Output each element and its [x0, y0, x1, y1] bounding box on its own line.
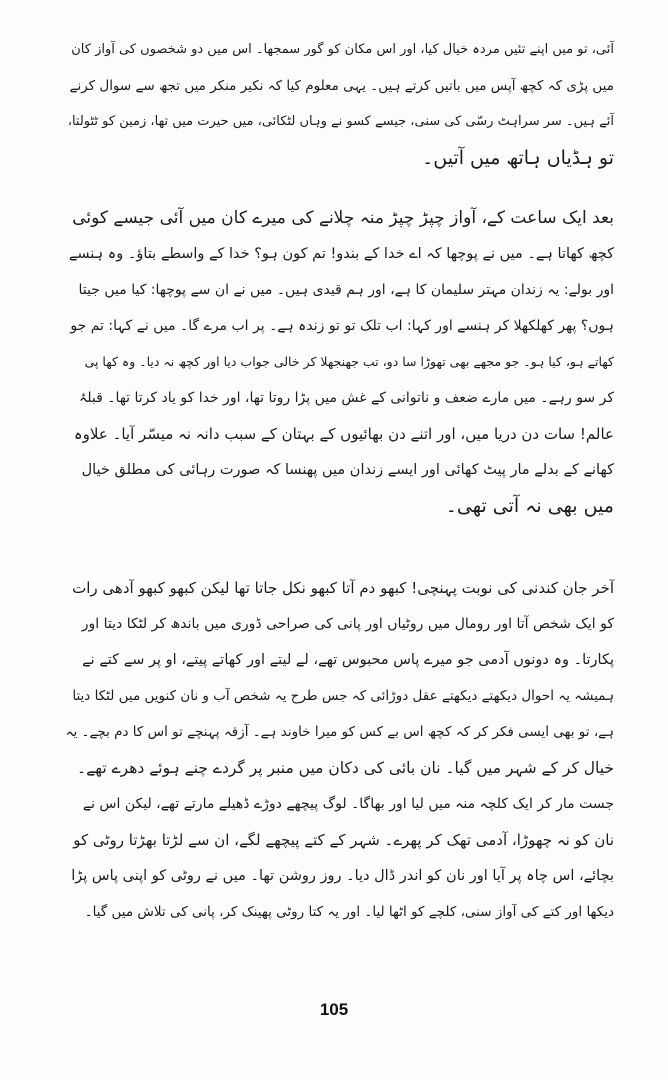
- paragraph-3-line-4: ہمیشہ یہ احوال دیکھتے دیکھتے عقل دوڑائی کہ جس طرح یہ شخص آب و نان کنویں میں لٹکا دیتا: [72, 688, 614, 704]
- paragraph-3-line-6: خیال کر کے شہر میں گیا۔ نان بائی کی دکان میں منبر پر گردے چنے ہوئے دھرے تھے۔: [77, 759, 614, 777]
- page-body: [66, 38, 614, 988]
- paragraph-3-line-8: نان کو نہ چھوڑا، آدمی تھک کر پھرے۔ شہر کے کتے پیچھے لگے، ان سے لڑتا بھڑتا روٹی کو: [73, 831, 614, 849]
- paragraph-1-line-4: تو ہڈیاں ہاتھ میں آتیں۔: [422, 147, 614, 169]
- paragraph-2-line-2: کچھ کھاتا ہے۔ میں نے پوچھا کہ اے خدا کے بندو! تم کون ہو؟ خدا کے واسطے بتاؤ۔ وہ ہنسے: [68, 246, 614, 262]
- page-number: 105: [319, 1000, 349, 1019]
- paragraph-3-line-3: پکارتا۔ وہ دونوں آدمی جو میرے پاس محبوس تھے، لے لیتے اور کھاتے پیتے، او پر سے کتے نے: [82, 652, 614, 668]
- paragraph-1-line-2: میں پڑی کہ کچھ آپس میں باتیں کرتے ہیں۔ یہی معلوم کیا کہ نکیر منکر میں تجھ سے سوال کرنے: [69, 78, 614, 94]
- paragraph-2-line-5: کھاتے ہو، کیا ہو۔ جو مجھے بھی تھوڑا سا دو، تب جھنجھلا کر خالی جواب دیا اور کچھ نہ دیا۔ وہ کھا پی: [84, 354, 614, 369]
- paragraph-2-line-6: کر سو رہے۔ میں مارے ضعف و ناتوانی کے غش میں پڑا روتا تھا، اور خدا کو یاد کرتا تھا۔ قبلۂ: [79, 390, 614, 406]
- paragraph-2-line-4: ہوں؟ پھر کھلکھلا کر ہنسے اور کہا: اب تلک تو تو زندہ ہے۔ پر اب مرے گا۔ میں نے کہا: تم جو: [70, 318, 614, 334]
- paragraph-2-line-1: بعد ایک ساعت کے، آواز چپڑ چپڑ منہ چلانے کی میرے کان میں آئی جیسے کوئی: [72, 208, 614, 228]
- paragraph-3-line-9: بچائے، اس چاہ پر آیا اور نان کو اندر ڈال دیا۔ روز روشن تھا۔ میں نے روٹی کو اپنی پاس پڑا: [71, 868, 614, 884]
- paragraph-3-line-2: کو ایک شخص آتا اور رومال میں روٹیاں اور پانی کی صراحی ڈوری میں باندھ کر لٹکا دیتا اور: [81, 616, 614, 632]
- paragraph-2-line-8: کھانے کے بدلے مار پیٹ کھائی اور ایسے زندان میں پھنسا کہ صورت رہائی کی مطلق خیال: [81, 462, 614, 478]
- paragraph-2-line-7: عالم! سات دن دریا میں، اور اتنے دن بھائیوں کے بہتان کے سبب دانہ نہ میسّر آیا۔ علاوہ: [73, 425, 614, 443]
- paragraph-2-line-3: اور بولے: یہ زندان مہتر سلیمان کا ہے، اور ہم قیدی ہیں۔ میں نے ان سے پوچھا: کیا میں جیتا: [78, 282, 614, 298]
- paragraph-3-line-7: جست مار کر ایک کلچہ منہ میں لیا اور بھاگا۔ لوگ پیچھے دوڑے ڈھیلے مارتے تھے، لیکن اس نے: [82, 796, 614, 812]
- paragraph-1-line-3: آئے ہیں۔ سر سراہٹ رسّی کی سنی، جیسے کسو نے وہاں لٹکائی، میں حیرت میں تھا، زمین کو ٹٹولتا،: [67, 114, 614, 129]
- paragraph-3-line-5: ہے، تو بھی ایسی فکر کر کہ کچھ اس بے کس کو میرا خاوند ہے۔ آزقہ پہنچے تو اس کا دم بچے۔ یہ: [65, 724, 614, 740]
- paragraph-3-line-1: آخر جان کندنی کی نوبت پہنچی! کبھو دم آتا کبھو نکل جاتا تھا لیکن کبھو کبھو آدھی رات: [72, 579, 614, 597]
- paragraph-2-line-9: میں بھی نہ آتی تھی۔: [445, 495, 614, 517]
- paragraph-3-line-10: دیکھا اور کتے کی آواز سنی، کلچے کو اٹھا لیا۔ اور یہ کتا روٹی پھینک کر، پانی کی تلاش میں گیا۔: [84, 904, 614, 920]
- paragraph-1-line-1: آئی، تو میں اپنے تئیں مردہ خیال کیا، اور اس مکان کو گور سمجھا۔ اس میں دو شخصوں کی آواز کان: [71, 42, 614, 57]
